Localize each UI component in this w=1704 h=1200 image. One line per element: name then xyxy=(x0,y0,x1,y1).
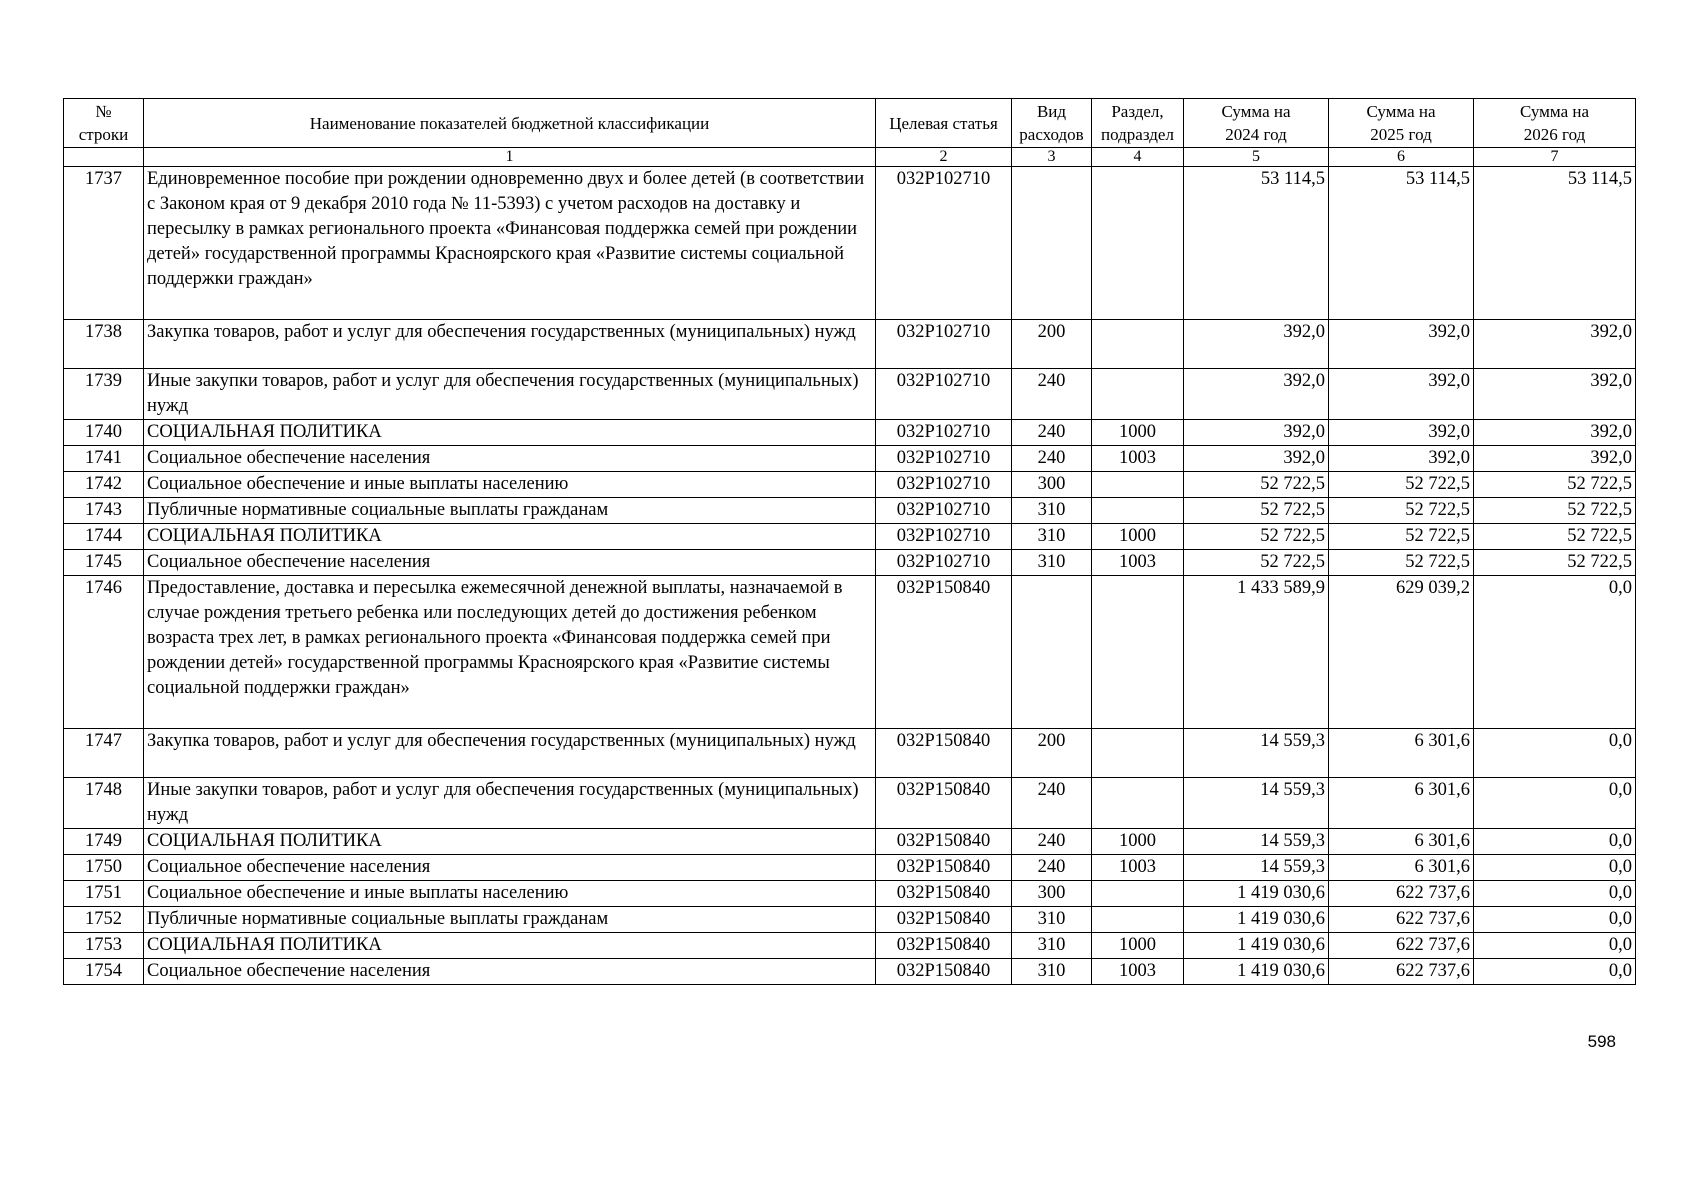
row-sum-2025: 622 737,6 xyxy=(1329,907,1474,933)
row-section xyxy=(1092,369,1184,420)
row-section: 1000 xyxy=(1092,933,1184,959)
row-number: 1738 xyxy=(64,320,144,369)
row-expense-type: 310 xyxy=(1012,907,1092,933)
table-row xyxy=(64,729,1636,778)
row-number: 1751 xyxy=(64,881,144,907)
row-sum-2026: 52 722,5 xyxy=(1474,524,1636,550)
row-sum-2025: 392,0 xyxy=(1329,369,1474,420)
colnum-7: 7 xyxy=(1474,148,1636,167)
row-sum-2024: 14 559,3 xyxy=(1184,855,1329,881)
row-section xyxy=(1092,167,1184,320)
row-name: Публичные нормативные социальные выплаты гражданам xyxy=(144,498,876,524)
row-sum-2024: 14 559,3 xyxy=(1184,729,1329,778)
row-target-code: 032P150840 xyxy=(876,829,1012,855)
row-sum-2024: 1 433 589,9 xyxy=(1184,576,1329,729)
row-section: 1003 xyxy=(1092,959,1184,985)
header-sum-2025 xyxy=(1329,99,1474,148)
row-name: Социальное обеспечение и иные выплаты населению xyxy=(144,472,876,498)
row-number: 1745 xyxy=(64,550,144,576)
row-sum-2025: 53 114,5 xyxy=(1329,167,1474,320)
row-number: 1743 xyxy=(64,498,144,524)
table-row xyxy=(64,907,1636,933)
row-sum-2025: 6 301,6 xyxy=(1329,778,1474,829)
row-name: Закупка товаров, работ и услуг для обеспечения государственных (муниципальных) нужд xyxy=(144,320,876,369)
row-target-code: 032P102710 xyxy=(876,550,1012,576)
row-expense-type: 200 xyxy=(1012,729,1092,778)
row-expense-type: 310 xyxy=(1012,959,1092,985)
table-row xyxy=(64,829,1636,855)
row-expense-type xyxy=(1012,576,1092,729)
header-section-text: Раздел, подраздел xyxy=(1101,102,1174,144)
row-sum-2025: 622 737,6 xyxy=(1329,959,1474,985)
row-number: 1747 xyxy=(64,729,144,778)
row-sum-2026: 0,0 xyxy=(1474,855,1636,881)
row-sum-2026: 52 722,5 xyxy=(1474,498,1636,524)
row-section xyxy=(1092,576,1184,729)
row-name: Социальное обеспечение и иные выплаты населению xyxy=(144,881,876,907)
row-target-code: 032P102710 xyxy=(876,472,1012,498)
row-sum-2024: 52 722,5 xyxy=(1184,498,1329,524)
row-target-code: 032P102710 xyxy=(876,369,1012,420)
table-row xyxy=(64,855,1636,881)
row-name: Социальное обеспечение населения xyxy=(144,550,876,576)
header-row-number-text: № строки xyxy=(78,102,129,144)
row-name: СОЦИАЛЬНАЯ ПОЛИТИКА xyxy=(144,420,876,446)
row-expense-type: 310 xyxy=(1012,933,1092,959)
row-expense-type: 240 xyxy=(1012,420,1092,446)
row-sum-2024: 392,0 xyxy=(1184,320,1329,369)
row-number: 1754 xyxy=(64,959,144,985)
row-section: 1003 xyxy=(1092,855,1184,881)
budget-classification-table xyxy=(63,98,1636,985)
table-row xyxy=(64,959,1636,985)
row-sum-2025: 52 722,5 xyxy=(1329,472,1474,498)
row-number: 1746 xyxy=(64,576,144,729)
row-section xyxy=(1092,498,1184,524)
row-sum-2026: 0,0 xyxy=(1474,729,1636,778)
row-section xyxy=(1092,729,1184,778)
row-name: Социальное обеспечение населения xyxy=(144,855,876,881)
row-sum-2025: 52 722,5 xyxy=(1329,524,1474,550)
row-sum-2025: 6 301,6 xyxy=(1329,855,1474,881)
row-name: СОЦИАЛЬНАЯ ПОЛИТИКА xyxy=(144,524,876,550)
header-sum-2026 xyxy=(1474,99,1636,148)
row-sum-2025: 629 039,2 xyxy=(1329,576,1474,729)
row-sum-2025: 622 737,6 xyxy=(1329,933,1474,959)
row-section xyxy=(1092,881,1184,907)
table-row xyxy=(64,933,1636,959)
table-row xyxy=(64,446,1636,472)
header-expense-type xyxy=(1012,99,1092,148)
row-number: 1748 xyxy=(64,778,144,829)
row-name: Иные закупки товаров, работ и услуг для обеспечения государственных (муниципальных) нужд xyxy=(144,778,876,829)
row-sum-2025: 6 301,6 xyxy=(1329,729,1474,778)
column-numbers-row xyxy=(64,148,1636,167)
row-expense-type: 310 xyxy=(1012,498,1092,524)
row-expense-type: 310 xyxy=(1012,524,1092,550)
header-vid-text: Вид расходов xyxy=(1019,102,1084,144)
page-number: 598 xyxy=(1587,1032,1616,1051)
row-sum-2026: 53 114,5 xyxy=(1474,167,1636,320)
header-target-article xyxy=(876,99,1012,148)
row-sum-2024: 1 419 030,6 xyxy=(1184,907,1329,933)
row-sum-2026: 392,0 xyxy=(1474,420,1636,446)
colnum-4: 4 xyxy=(1092,148,1184,167)
table-header-row xyxy=(64,99,1636,148)
header-sum-2024 xyxy=(1184,99,1329,148)
row-sum-2025: 392,0 xyxy=(1329,320,1474,369)
row-number: 1753 xyxy=(64,933,144,959)
row-target-code: 032P102710 xyxy=(876,420,1012,446)
row-number: 1737 xyxy=(64,167,144,320)
row-sum-2025: 392,0 xyxy=(1329,420,1474,446)
row-number: 1742 xyxy=(64,472,144,498)
row-target-code: 032P102710 xyxy=(876,167,1012,320)
budget-table-container xyxy=(63,98,1636,985)
row-section: 1000 xyxy=(1092,524,1184,550)
row-number: 1750 xyxy=(64,855,144,881)
row-section: 1000 xyxy=(1092,420,1184,446)
row-sum-2026: 392,0 xyxy=(1474,446,1636,472)
table-row xyxy=(64,550,1636,576)
row-sum-2026: 52 722,5 xyxy=(1474,550,1636,576)
row-sum-2026: 0,0 xyxy=(1474,881,1636,907)
row-sum-2026: 392,0 xyxy=(1474,320,1636,369)
row-sum-2025: 392,0 xyxy=(1329,446,1474,472)
row-target-code: 032P150840 xyxy=(876,576,1012,729)
row-name: СОЦИАЛЬНАЯ ПОЛИТИКА xyxy=(144,933,876,959)
row-target-code: 032P150840 xyxy=(876,907,1012,933)
table-row xyxy=(64,369,1636,420)
row-section xyxy=(1092,907,1184,933)
colnum-0 xyxy=(64,148,144,167)
header-target-text: Целевая статья xyxy=(889,113,998,133)
row-sum-2026: 0,0 xyxy=(1474,829,1636,855)
header-row-number xyxy=(64,99,144,148)
row-sum-2026: 0,0 xyxy=(1474,778,1636,829)
row-sum-2026: 0,0 xyxy=(1474,576,1636,729)
row-name: Предоставление, доставка и пересылка ежемесячной денежной выплаты, назначаемой в случае рождения третьего ребенка или последующих детей до достижения ребенком возраста трех лет, в рамках регионального проекта «Финансовая поддержка семей при рождении детей» государственной программы Красноярского края «Развитие системы социальной поддержки граждан» xyxy=(144,576,876,729)
row-sum-2024: 1 419 030,6 xyxy=(1184,933,1329,959)
row-number: 1740 xyxy=(64,420,144,446)
row-number: 1752 xyxy=(64,907,144,933)
row-sum-2025: 622 737,6 xyxy=(1329,881,1474,907)
row-name: Публичные нормативные социальные выплаты гражданам xyxy=(144,907,876,933)
row-section: 1003 xyxy=(1092,550,1184,576)
row-target-code: 032P102710 xyxy=(876,498,1012,524)
colnum-1: 1 xyxy=(144,148,876,167)
table-row xyxy=(64,472,1636,498)
row-sum-2024: 1 419 030,6 xyxy=(1184,881,1329,907)
table-row xyxy=(64,167,1636,320)
table-row xyxy=(64,420,1636,446)
row-name: Социальное обеспечение населения xyxy=(144,446,876,472)
row-sum-2024: 1 419 030,6 xyxy=(1184,959,1329,985)
header-sum-2026-text: Сумма на 2026 год xyxy=(1519,102,1590,144)
row-sum-2026: 392,0 xyxy=(1474,369,1636,420)
row-expense-type: 200 xyxy=(1012,320,1092,369)
row-target-code: 032P150840 xyxy=(876,933,1012,959)
row-sum-2024: 52 722,5 xyxy=(1184,472,1329,498)
row-target-code: 032P102710 xyxy=(876,524,1012,550)
row-sum-2026: 0,0 xyxy=(1474,907,1636,933)
header-sum-2025-text: Сумма на 2025 год xyxy=(1366,102,1436,144)
row-number: 1744 xyxy=(64,524,144,550)
row-sum-2025: 52 722,5 xyxy=(1329,550,1474,576)
colnum-6: 6 xyxy=(1329,148,1474,167)
row-section: 1000 xyxy=(1092,829,1184,855)
row-section xyxy=(1092,472,1184,498)
row-name: Закупка товаров, работ и услуг для обеспечения государственных (муниципальных) нужд xyxy=(144,729,876,778)
row-sum-2024: 53 114,5 xyxy=(1184,167,1329,320)
row-section xyxy=(1092,320,1184,369)
row-sum-2024: 392,0 xyxy=(1184,446,1329,472)
row-expense-type: 300 xyxy=(1012,881,1092,907)
row-expense-type: 240 xyxy=(1012,446,1092,472)
row-expense-type: 240 xyxy=(1012,855,1092,881)
row-target-code: 032P150840 xyxy=(876,881,1012,907)
row-sum-2024: 392,0 xyxy=(1184,420,1329,446)
table-row xyxy=(64,881,1636,907)
row-sum-2024: 14 559,3 xyxy=(1184,829,1329,855)
row-target-code: 032P102710 xyxy=(876,446,1012,472)
row-sum-2025: 52 722,5 xyxy=(1329,498,1474,524)
row-target-code: 032P150840 xyxy=(876,959,1012,985)
table-row xyxy=(64,576,1636,729)
row-expense-type: 240 xyxy=(1012,778,1092,829)
row-expense-type: 240 xyxy=(1012,369,1092,420)
row-sum-2026: 0,0 xyxy=(1474,933,1636,959)
row-section xyxy=(1092,778,1184,829)
table-row xyxy=(64,778,1636,829)
row-target-code: 032P150840 xyxy=(876,855,1012,881)
header-name-text: Наименование показателей бюджетной классификации xyxy=(309,113,710,133)
row-section: 1003 xyxy=(1092,446,1184,472)
colnum-5: 5 xyxy=(1184,148,1329,167)
table-row xyxy=(64,320,1636,369)
row-target-code: 032P150840 xyxy=(876,729,1012,778)
header-section xyxy=(1092,99,1184,148)
row-expense-type xyxy=(1012,167,1092,320)
row-name: Единовременное пособие при рождении одновременно двух и более детей (в соответствии с Законом края от 9 декабря 2010 года № 11-5393) с учетом расходов на доставку и пересылку в рамках регионального проекта «Финансовая поддержка семей при рождении детей» государственной программы Красноярского края «Развитие системы социальной поддержки граждан» xyxy=(144,167,876,320)
row-sum-2026: 52 722,5 xyxy=(1474,472,1636,498)
row-target-code: 032P102710 xyxy=(876,320,1012,369)
row-target-code: 032P150840 xyxy=(876,778,1012,829)
row-name: Социальное обеспечение населения xyxy=(144,959,876,985)
row-number: 1739 xyxy=(64,369,144,420)
row-name: СОЦИАЛЬНАЯ ПОЛИТИКА xyxy=(144,829,876,855)
row-sum-2024: 392,0 xyxy=(1184,369,1329,420)
row-sum-2024: 52 722,5 xyxy=(1184,524,1329,550)
table-row xyxy=(64,498,1636,524)
colnum-2: 2 xyxy=(876,148,1012,167)
colnum-3: 3 xyxy=(1012,148,1092,167)
header-name xyxy=(144,99,876,148)
row-number: 1741 xyxy=(64,446,144,472)
row-expense-type: 300 xyxy=(1012,472,1092,498)
row-sum-2024: 52 722,5 xyxy=(1184,550,1329,576)
row-expense-type: 240 xyxy=(1012,829,1092,855)
header-sum-2024-text: Сумма на 2024 год xyxy=(1221,102,1291,144)
row-name: Иные закупки товаров, работ и услуг для обеспечения государственных (муниципальных) нужд xyxy=(144,369,876,420)
row-number: 1749 xyxy=(64,829,144,855)
row-expense-type: 310 xyxy=(1012,550,1092,576)
row-sum-2025: 6 301,6 xyxy=(1329,829,1474,855)
row-sum-2026: 0,0 xyxy=(1474,959,1636,985)
table-row xyxy=(64,524,1636,550)
row-sum-2024: 14 559,3 xyxy=(1184,778,1329,829)
